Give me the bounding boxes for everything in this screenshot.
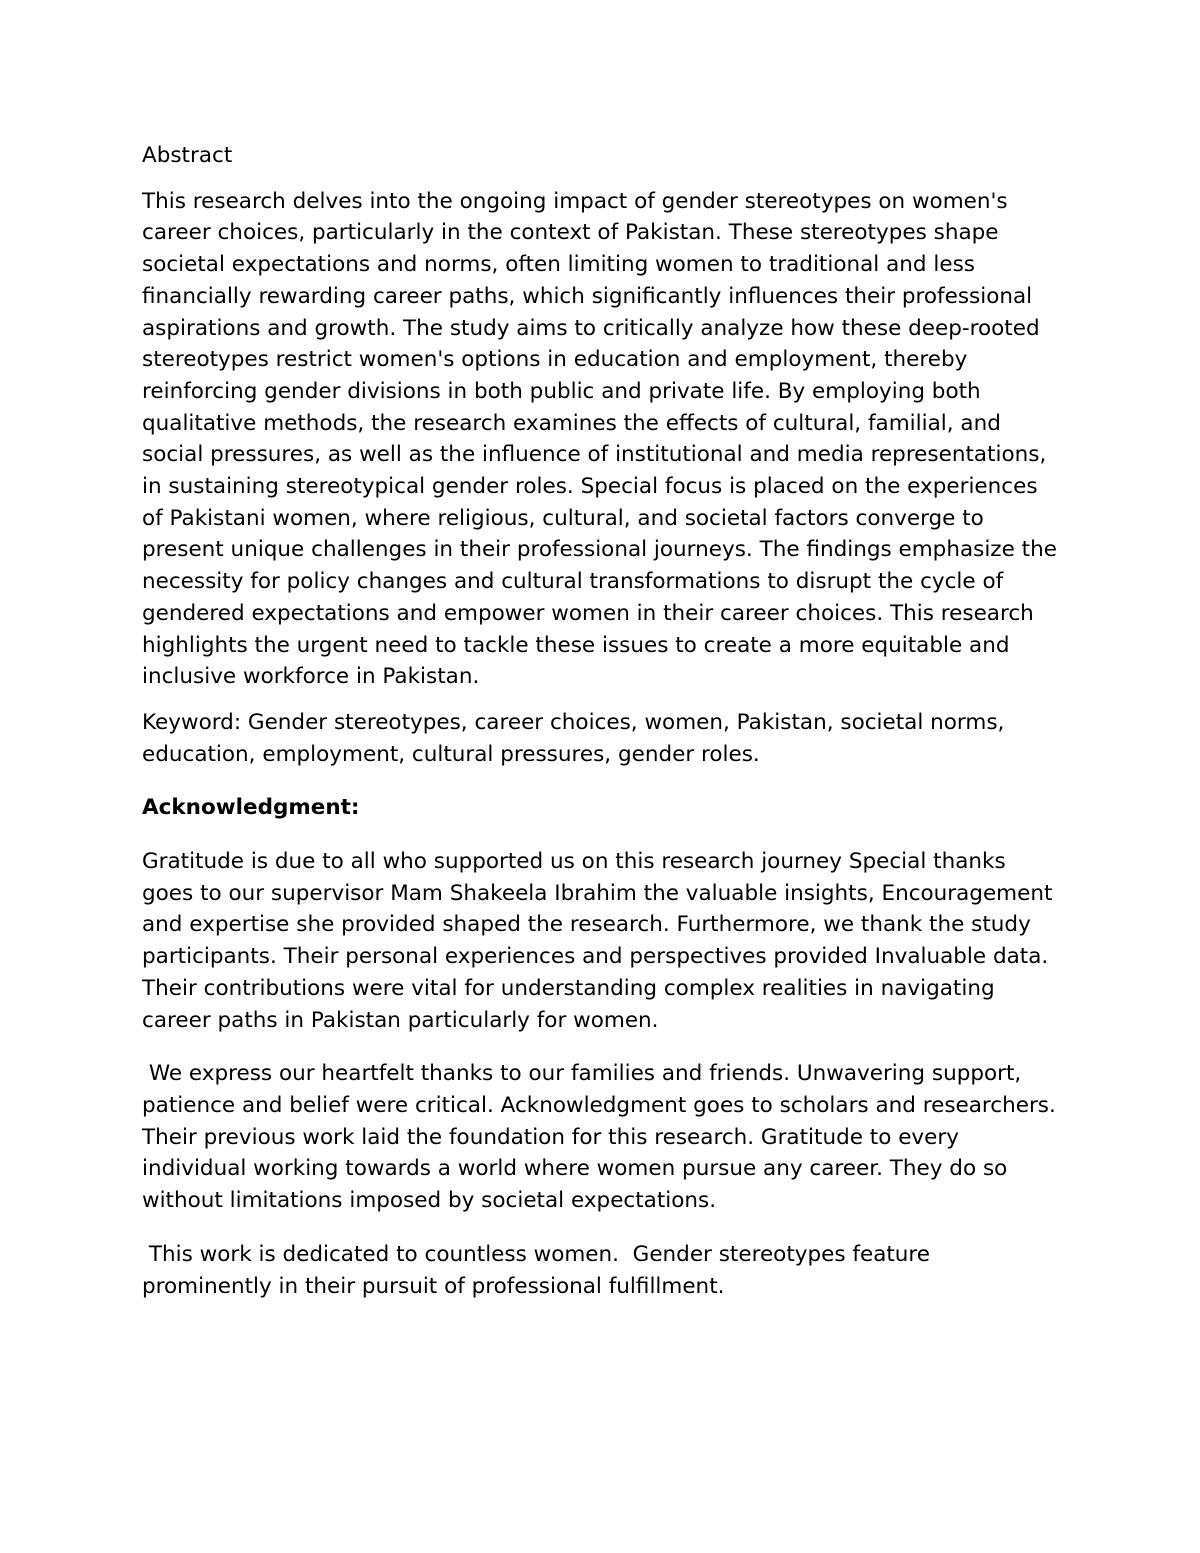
acknowledgment-paragraph-2: We express our heartfelt thanks to our families and friends. Unwavering support, patience and belief were critical. Acknowledgment goes to scholars and researchers. Their previous work laid the foundation for this research. Gratitude to every individual working towards a world where women pursue any career. They do so without limitations imposed by societal expectations.: [142, 1061, 1063, 1214]
document-page: [142, 140, 1062, 1324]
acknowledgment-heading: Acknowledgment:: [142, 795, 360, 821]
keywords-paragraph: Keyword: Gender stereotypes, career choices, women, Pakistan, societal norms, education, employment, cultural pressures, gender roles.: [142, 709, 1005, 767]
acknowledgment-paragraph-3: This work is dedicated to countless women. Gender stereotypes feature prominently in their pursuit of professional fulfillment.: [142, 1241, 937, 1299]
abstract-heading: Abstract: [142, 143, 233, 168]
abstract-paragraph: This research delves into the ongoing impact of gender stereotypes on women's career choices, particularly in the context of Pakistan. These stereotypes shape societal expectations and norms, often limiting women to traditional and less financially rewarding career paths, which significantly influences their professional aspirations and growth. The study aims to critically analyze how these deep-rooted stereotypes restrict women's options in education and employment, thereby reinforcing gender divisions in both public and private life. By employing both qualitative methods, the research examines the effects of cultural, familial, and social pressures, as well as the influence of institutional and media representations, in sustaining stereotypical gender roles. Special focus is placed on the experiences of Pakistani women, where religious, cultural, and societal factors converge to present unique challenges in their professional journeys. The findings emphasize the necessity for policy changes and cultural transformations to disrupt the cycle of gendered expectations and empower women in their career choices. This research highlights the urgent need to tackle these issues to create a more equitable and inclusive workforce in Pakistan.: [142, 188, 1057, 690]
acknowledgment-paragraph-1: Gratitude is due to all who supported us on this research journey Special thanks goes to our supervisor Mam Shakeela Ibrahim the valuable insights, Encouragement and expertise she provided shaped the research. Furthermore, we thank the study participants. Their personal experiences and perspectives provided Invaluable data. Their contributions were vital for understanding complex realities in navigating career paths in Pakistan particularly for women.: [142, 849, 1060, 1033]
